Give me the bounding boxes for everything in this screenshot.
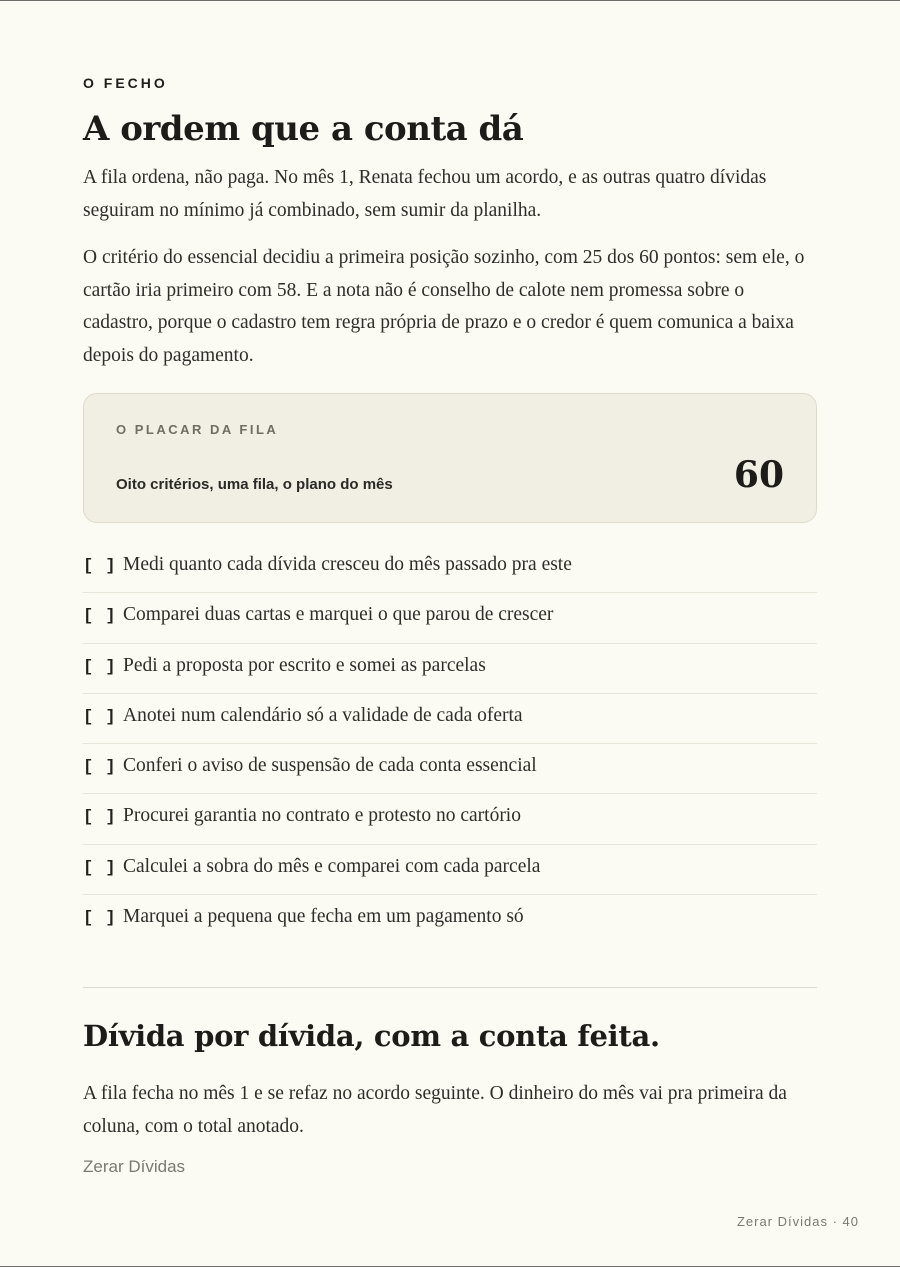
checklist-item[interactable] <box>83 895 817 945</box>
checklist-item[interactable] <box>83 593 817 643</box>
checklist-item-label: Pedi a proposta por escrito e somei as parcelas <box>123 654 486 676</box>
checklist-item-label: Procurei garantia no contrato e protesto no cartório <box>123 805 521 827</box>
checklist-item-label: Comparei duas cartas e marquei o que parou de crescer <box>123 604 554 626</box>
checkbox[interactable]: [ ] <box>83 557 117 576</box>
page-title: A ordem que a conta dá <box>83 109 524 149</box>
checklist-item[interactable] <box>83 744 817 794</box>
checklist-item-label: Anotei num calendário só a validade de cada oferta <box>123 704 523 726</box>
closing-title: Dívida por dívida, com a conta feita. <box>83 1019 660 1053</box>
checkbox[interactable]: [ ] <box>83 808 117 828</box>
checkbox[interactable]: [ ] <box>83 607 117 627</box>
criteria-paragraph: O critério do essencial decidiu a primeira posição sozinho, com 25 dos 60 pontos: sem ele, o cartão iria primeiro com 58. E a nota não é conselho de calote nem promessa sobre o cadastro, porque o cadastro tem regra própria de prazo e o credor é quem comunica a baixa depois do pagamento. <box>83 247 805 366</box>
intro-paragraph: A fila ordena, não paga. No mês 1, Renata fechou um acordo, e as outras quatro dívidas seguiram no mínimo já combinado, sem sumir da planilha. <box>83 167 767 221</box>
page-footer: Zerar Dívidas · 40 <box>736 1214 859 1229</box>
checklist-item[interactable] <box>83 794 817 844</box>
checklist-item-label: Calculei a sobra do mês e comparei com cada parcela <box>123 855 541 877</box>
closing-paragraph: A fila fecha no mês 1 e se refaz no acordo seguinte. O dinheiro do mês vai pra primeira da coluna, com o total anotado. <box>83 1083 787 1137</box>
checklist <box>83 543 817 945</box>
checklist-item-label: Marquei a pequena que fecha em um pagamento só <box>123 906 524 928</box>
checkbox[interactable]: [ ] <box>83 858 117 878</box>
checklist-item-label: Conferi o aviso de suspensão de cada conta essencial <box>123 755 537 777</box>
section-eyebrow: O FECHO <box>83 75 168 91</box>
scorecard-subtitle: Oito critérios, uma fila, o plano do mês <box>116 476 393 493</box>
checkbox[interactable]: [ ] <box>83 909 117 929</box>
checklist-item[interactable] <box>83 644 817 694</box>
scorecard-score: 60 <box>733 454 784 496</box>
checkbox[interactable]: [ ] <box>83 657 117 677</box>
brand-name: Zerar Dívidas <box>83 1157 186 1176</box>
checklist-item[interactable] <box>83 694 817 744</box>
checklist-item[interactable] <box>83 543 817 593</box>
checkbox[interactable]: [ ] <box>83 758 117 778</box>
checkbox[interactable]: [ ] <box>83 707 117 727</box>
checklist-item-label: Medi quanto cada dívida cresceu do mês passado pra este <box>123 554 572 575</box>
checklist-item[interactable] <box>83 845 817 895</box>
scorecard-panel <box>83 393 817 523</box>
section-divider <box>83 987 817 988</box>
scorecard-eyebrow: O PLACAR DA FILA <box>116 422 279 437</box>
